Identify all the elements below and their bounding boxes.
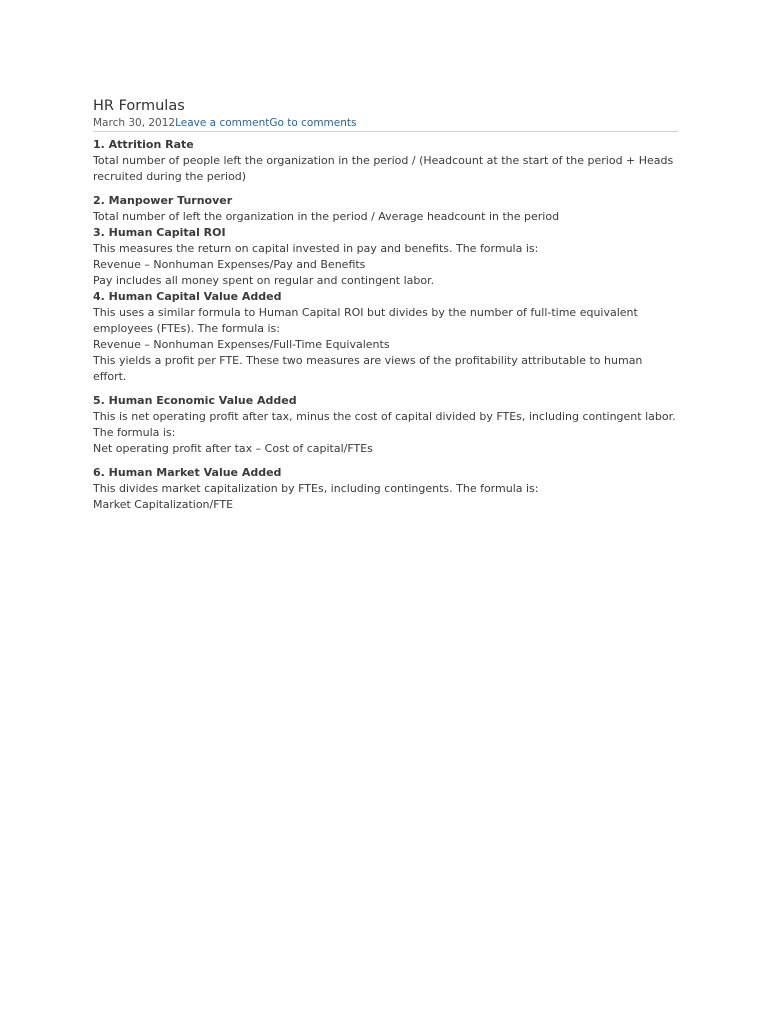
section-heading: 5. Human Economic Value Added	[93, 394, 297, 407]
section-formula: Net operating profit after tax – Cost of capital/FTEs	[93, 442, 373, 455]
section-text: This is net operating profit after tax, minus the cost of capital divided by FTEs, including contingent labor. The formula is:	[93, 410, 676, 439]
section-text: This uses a similar formula to Human Capital ROI but divides by the number of full-time equivalent employees (FTEs). The formula is:	[93, 306, 638, 335]
section-heading: 6. Human Market Value Added	[93, 466, 282, 479]
section-human-capital-value-added	[93, 289, 678, 385]
section-heading: 3. Human Capital ROI	[93, 226, 226, 239]
section-heading: 2. Manpower Turnover	[93, 194, 233, 207]
section-attrition-rate	[93, 137, 678, 185]
section-human-market-value-added	[93, 465, 678, 513]
section-text: This yields a profit per FTE. These two measures are views of the profitability attributable to human effort.	[93, 354, 643, 383]
post-container	[93, 96, 678, 513]
section-formula: Revenue – Nonhuman Expenses/Pay and Benefits	[93, 258, 366, 271]
section-manpower-turnover	[93, 193, 678, 225]
section-text: This measures the return on capital invested in pay and benefits. The formula is:	[93, 242, 539, 255]
leave-comment-link[interactable]: Leave a comment	[175, 117, 270, 129]
post-date: March 30, 2012	[93, 117, 176, 129]
section-formula: Market Capitalization/FTE	[93, 498, 234, 511]
section-human-economic-value-added	[93, 393, 678, 457]
go-to-comments-link[interactable]: Go to comments	[269, 117, 357, 129]
section-text: This divides market capitalization by FTEs, including contingents. The formula is:	[93, 482, 539, 495]
section-text: Pay includes all money spent on regular and contingent labor.	[93, 274, 435, 287]
section-text: Total number of people left the organization in the period / (Headcount at the start of the period + Heads recruited during the period)	[93, 154, 674, 183]
section-human-capital-roi	[93, 225, 678, 289]
post-title: HR Formulas	[93, 98, 185, 114]
section-heading: 1. Attrition Rate	[93, 138, 194, 151]
section-formula: Revenue – Nonhuman Expenses/Full-Time Equivalents	[93, 338, 390, 351]
section-text: Total number of left the organization in the period / Average headcount in the period	[93, 210, 560, 223]
section-heading: 4. Human Capital Value Added	[93, 290, 282, 303]
post-meta	[93, 116, 678, 132]
